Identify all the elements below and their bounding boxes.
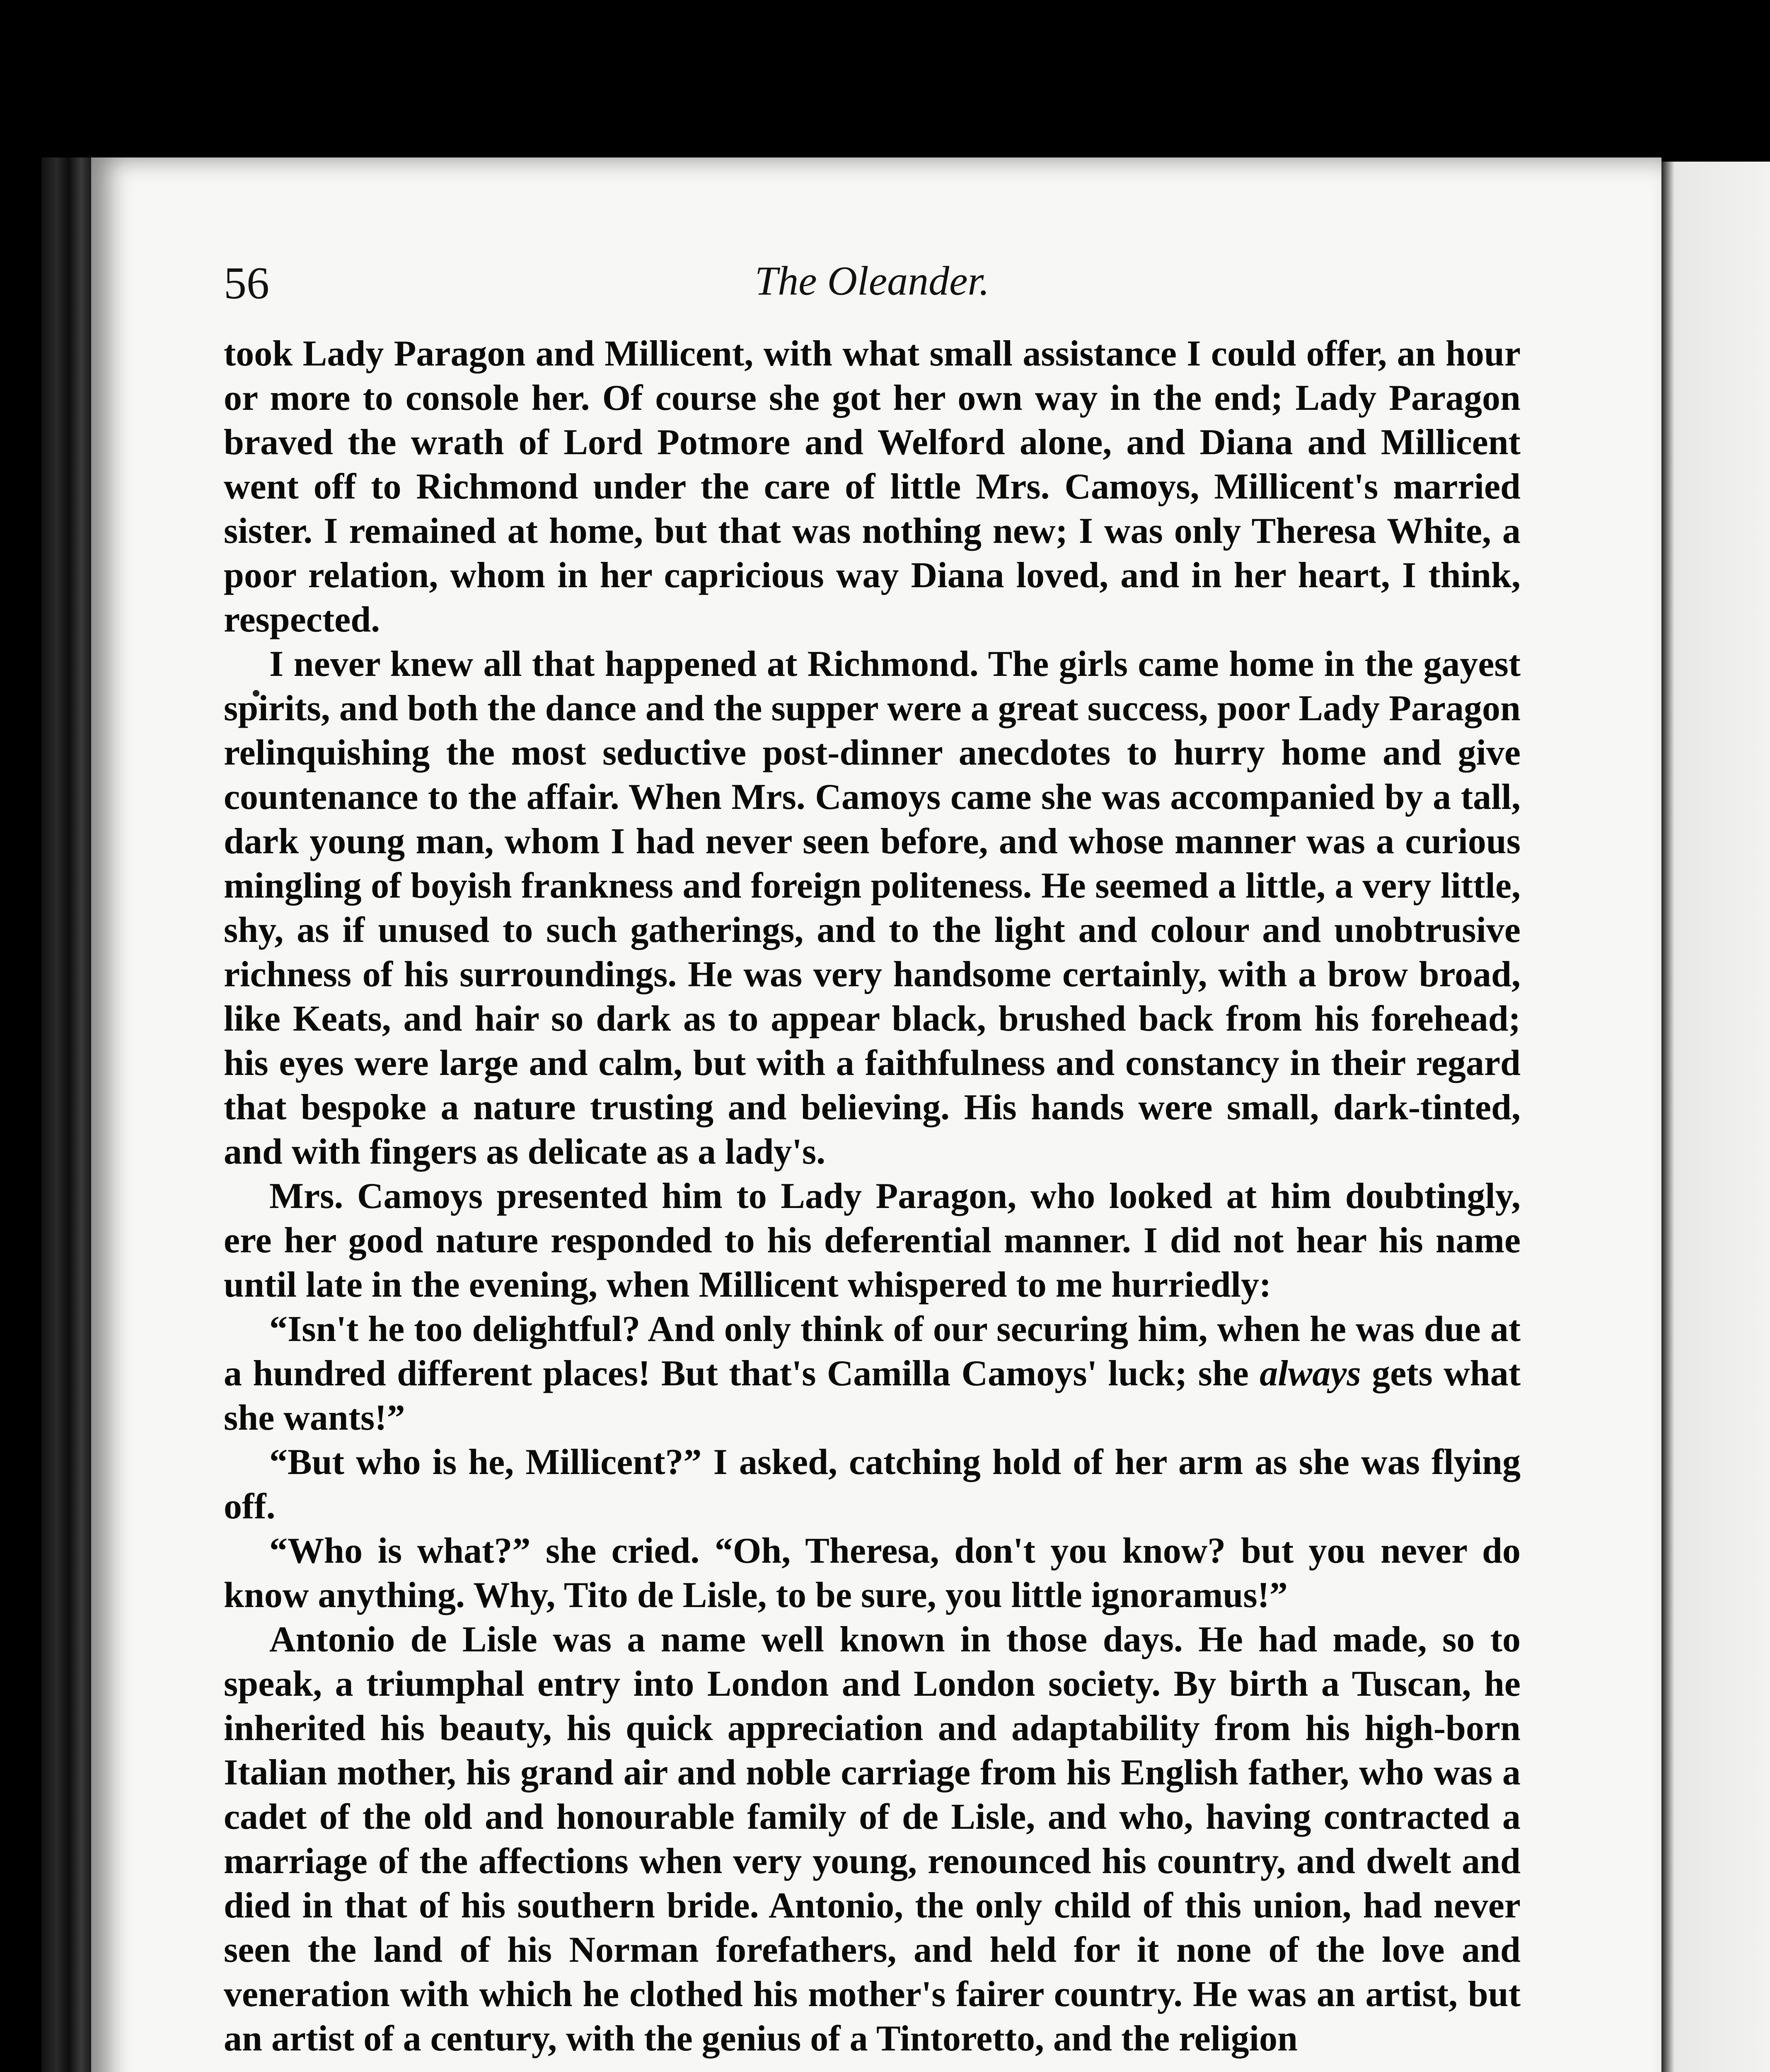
- facing-page-edge: [1661, 162, 1770, 2072]
- paragraph-4-text-b: gets what she wants!”: [224, 1353, 1521, 1438]
- paragraph-4-text-a: “Isn't he too delightful? And only think of our securing him, when he was due at a hundred different places! But that's Camilla Camoys' luck; she: [224, 1309, 1521, 1394]
- book-binding-shadow: [41, 157, 91, 2072]
- paragraph-5: “But who is he, Millicent?” I asked, catching hold of her arm as she was flying off.: [224, 1442, 1521, 1527]
- paragraph-2: I never knew all that happened at Richmond. The girls came home in the gayest spirits, and both the dance and the supper were a great success, poor Lady Paragon relinquishing the most seductive post-dinner anecdotes to hurry home and give countenance to the affair. When Mrs. Camoys came she was accompanied by a tall, dark young man, whom I had never seen before, and whose manner was a curious mingling of boyish frankness and foreign politeness. He seemed a little, a very little, shy, as if unused to such gatherings, and to the light and colour and unobtrusive richness of his surroundings. He was very handsome certainly, with a brow broad, like Keats, and hair so dark as to appear black, brushed back from his forehead; his eyes were large and calm, but with a faithfulness and constancy in their regard that bespoke a nature trusting and believing. His hands were small, dark-tinted, and with fingers as delicate as a lady's.: [224, 644, 1521, 1172]
- paragraph-6: “Who is what?” she cried. “Oh, Theresa, don't you know? but you never do know anything. Why, Tito de Lisle, to be sure, you little ignoramus!”: [224, 1531, 1521, 1615]
- page-number: 56: [224, 258, 269, 308]
- running-title: The Oleander.: [754, 258, 990, 304]
- paragraph-1: took Lady Paragon and Millicent, with what small assistance I could offer, an hour or more to console her. Of course she got her own way in the end; Lady Paragon braved the wrath of Lord Potmore and Welford alone, and Diana and Millicent went off to Richmond under the care of little Mrs. Camoys, Millicent's married sister. I remained at home, but that was nothing new; I was only Theresa White, a poor relation, whom in her capricious way Diana loved, and in her heart, I think, respected.: [224, 334, 1521, 640]
- page-body-text: [224, 332, 1521, 2061]
- paragraph-7: Antonio de Lisle was a name well known in those days. He had made, so to speak, a triumphal entry into London and London society. By birth a Tuscan, he inherited his beauty, his quick appreciation and adaptability from his high-born Italian mother, his grand air and noble carriage from his English father, who was a cadet of the old and honourable family of de Lisle, and who, having contracted a marriage of the affections when very young, renounced his country, and dwelt and died in that of his southern bride. Antonio, the only child of this union, had never seen the land of his Norman forefathers, and held for it none of the love and veneration with which he clothed his mother's fairer country. He was an artist, but an artist of a century, with the genius of a Tintoretto, and the religion: [224, 1619, 1521, 2059]
- paragraph-3: Mrs. Camoys presented him to Lady Paragon, who looked at him doubtingly, ere her good nature responded to his deferential manner. I did not hear his name until late in the evening, when Millicent whispered to me hurriedly:: [224, 1176, 1521, 1305]
- paragraph-4-italic: always: [1260, 1353, 1361, 1394]
- paragraph-4: [224, 1307, 1521, 1440]
- page-header: [224, 257, 1521, 315]
